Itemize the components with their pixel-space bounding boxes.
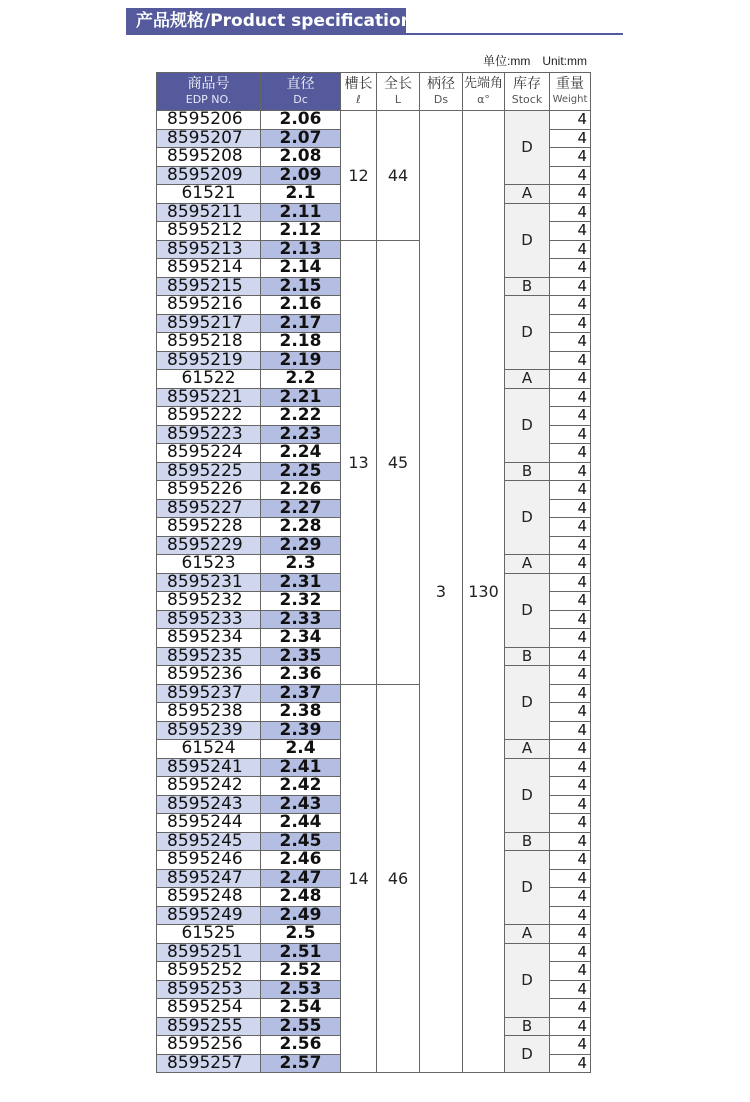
edp-cell: 8595234 [157,629,261,648]
point-angle-cell: 130 [463,111,505,1073]
diameter-cell: 2.48 [261,888,341,907]
weight-cell: 4 [550,518,591,537]
stock-cell: B [505,832,550,851]
diameter-cell: 2.19 [261,351,341,370]
edp-cell: 8595225 [157,462,261,481]
weight-cell: 4 [550,832,591,851]
shank-diameter-cell: 3 [420,111,463,1073]
stock-cell: B [505,647,550,666]
weight-cell: 4 [550,351,591,370]
edp-cell: 8595244 [157,814,261,833]
weight-cell: 4 [550,647,591,666]
edp-cell: 8595241 [157,758,261,777]
weight-cell: 4 [550,999,591,1018]
weight-cell: 4 [550,240,591,259]
edp-cell: 8595242 [157,777,261,796]
diameter-cell: 2.53 [261,980,341,999]
edp-cell: 8595207 [157,129,261,148]
weight-cell: 4 [550,851,591,870]
edp-cell: 8595227 [157,499,261,518]
header-overall-length: 全长 L [377,73,420,111]
diameter-cell: 2.57 [261,1054,341,1073]
stock-cell: D [505,388,550,462]
edp-cell: 61522 [157,370,261,389]
weight-cell: 4 [550,814,591,833]
edp-cell: 8595228 [157,518,261,537]
weight-cell: 4 [550,777,591,796]
section-title: 产品规格/Product specification [126,8,406,35]
diameter-cell: 2.55 [261,1017,341,1036]
edp-cell: 8595226 [157,481,261,500]
stock-cell: B [505,462,550,481]
diameter-cell: 2.12 [261,222,341,241]
edp-cell: 8595254 [157,999,261,1018]
diameter-cell: 2.43 [261,795,341,814]
unit-note: 单位:mm Unit:mm [483,54,587,68]
stock-cell: D [505,481,550,555]
stock-cell: A [505,370,550,389]
weight-cell: 4 [550,943,591,962]
header-weight: 重量 Weight [550,73,591,111]
diameter-cell: 2.42 [261,777,341,796]
edp-cell: 8595237 [157,684,261,703]
overall-length-cell: 45 [377,240,420,684]
diameter-cell: 2.27 [261,499,341,518]
edp-cell: 61524 [157,740,261,759]
edp-cell: 8595249 [157,906,261,925]
flute-length-cell: 13 [341,240,377,684]
header-diameter: 直径 Dc [261,73,341,111]
edp-cell: 61521 [157,185,261,204]
diameter-cell: 2.07 [261,129,341,148]
flute-length-cell: 14 [341,684,377,1073]
diameter-cell: 2.16 [261,296,341,315]
stock-cell: D [505,1036,550,1073]
edp-cell: 8595255 [157,1017,261,1036]
weight-cell: 4 [550,592,591,611]
edp-cell: 8595211 [157,203,261,222]
diameter-cell: 2.52 [261,962,341,981]
diameter-cell: 2.39 [261,721,341,740]
edp-cell: 8595256 [157,1036,261,1055]
weight-cell: 4 [550,721,591,740]
edp-cell: 8595214 [157,259,261,278]
diameter-cell: 2.17 [261,314,341,333]
overall-length-cell: 44 [377,111,420,241]
stock-cell: D [505,758,550,832]
weight-cell: 4 [550,222,591,241]
header-edp: 商品号 EDP NO. [157,73,261,111]
diameter-cell: 2.56 [261,1036,341,1055]
diameter-cell: 2.24 [261,444,341,463]
stock-cell: A [505,925,550,944]
weight-cell: 4 [550,277,591,296]
flute-length-cell: 12 [341,111,377,241]
diameter-cell: 2.5 [261,925,341,944]
weight-cell: 4 [550,296,591,315]
edp-cell: 8595246 [157,851,261,870]
edp-cell: 8595222 [157,407,261,426]
edp-cell: 8595221 [157,388,261,407]
stock-cell: D [505,943,550,1017]
edp-cell: 8595243 [157,795,261,814]
diameter-cell: 2.25 [261,462,341,481]
diameter-cell: 2.15 [261,277,341,296]
weight-cell: 4 [550,462,591,481]
edp-cell: 8595213 [157,240,261,259]
diameter-cell: 2.44 [261,814,341,833]
diameter-cell: 2.41 [261,758,341,777]
spec-table [156,72,591,1073]
diameter-cell: 2.35 [261,647,341,666]
stock-cell: A [505,555,550,574]
diameter-cell: 2.32 [261,592,341,611]
weight-cell: 4 [550,536,591,555]
edp-cell: 8595248 [157,888,261,907]
weight-cell: 4 [550,962,591,981]
diameter-cell: 2.51 [261,943,341,962]
weight-cell: 4 [550,1017,591,1036]
diameter-cell: 2.31 [261,573,341,592]
weight-cell: 4 [550,980,591,999]
weight-cell: 4 [550,444,591,463]
title-underline [126,33,623,35]
weight-cell: 4 [550,758,591,777]
diameter-cell: 2.54 [261,999,341,1018]
edp-cell: 8595253 [157,980,261,999]
edp-cell: 8595238 [157,703,261,722]
edp-cell: 8595208 [157,148,261,167]
weight-cell: 4 [550,740,591,759]
weight-cell: 4 [550,481,591,500]
edp-cell: 8595209 [157,166,261,185]
weight-cell: 4 [550,666,591,685]
edp-cell: 8595224 [157,444,261,463]
weight-cell: 4 [550,629,591,648]
edp-cell: 8595206 [157,111,261,130]
header-shank-diameter: 柄径 Ds [420,73,463,111]
edp-cell: 8595219 [157,351,261,370]
diameter-cell: 2.34 [261,629,341,648]
edp-cell: 8595247 [157,869,261,888]
stock-cell: A [505,740,550,759]
edp-cell: 8595229 [157,536,261,555]
diameter-cell: 2.22 [261,407,341,426]
diameter-cell: 2.46 [261,851,341,870]
stock-cell: A [505,185,550,204]
header-stock: 库存 Stock [505,73,550,111]
stock-cell: D [505,111,550,185]
weight-cell: 4 [550,166,591,185]
weight-cell: 4 [550,906,591,925]
weight-cell: 4 [550,425,591,444]
header-flute-length: 槽长 ℓ [341,73,377,111]
stock-cell: D [505,666,550,740]
stock-cell: D [505,203,550,277]
weight-cell: 4 [550,869,591,888]
diameter-cell: 2.4 [261,740,341,759]
diameter-cell: 2.49 [261,906,341,925]
weight-cell: 4 [550,333,591,352]
diameter-cell: 2.08 [261,148,341,167]
edp-cell: 8595252 [157,962,261,981]
diameter-cell: 2.18 [261,333,341,352]
weight-cell: 4 [550,388,591,407]
weight-cell: 4 [550,111,591,130]
weight-cell: 4 [550,499,591,518]
diameter-cell: 2.33 [261,610,341,629]
spec-table-body [157,111,591,1073]
diameter-cell: 2.37 [261,684,341,703]
edp-cell: 61523 [157,555,261,574]
weight-cell: 4 [550,703,591,722]
weight-cell: 4 [550,148,591,167]
edp-cell: 8595215 [157,277,261,296]
edp-cell: 8595236 [157,666,261,685]
edp-cell: 8595233 [157,610,261,629]
stock-cell: D [505,573,550,647]
weight-cell: 4 [550,555,591,574]
diameter-cell: 2.26 [261,481,341,500]
diameter-cell: 2.47 [261,869,341,888]
weight-cell: 4 [550,129,591,148]
diameter-cell: 2.45 [261,832,341,851]
diameter-cell: 2.28 [261,518,341,537]
edp-cell: 8595251 [157,943,261,962]
stock-cell: B [505,1017,550,1036]
overall-length-cell: 46 [377,684,420,1073]
diameter-cell: 2.23 [261,425,341,444]
diameter-cell: 2.09 [261,166,341,185]
diameter-cell: 2.3 [261,555,341,574]
diameter-cell: 2.29 [261,536,341,555]
diameter-cell: 2.36 [261,666,341,685]
edp-cell: 61525 [157,925,261,944]
weight-cell: 4 [550,1036,591,1055]
edp-cell: 8595223 [157,425,261,444]
weight-cell: 4 [550,185,591,204]
weight-cell: 4 [550,203,591,222]
diameter-cell: 2.1 [261,185,341,204]
edp-cell: 8595231 [157,573,261,592]
diameter-cell: 2.14 [261,259,341,278]
stock-cell: D [505,296,550,370]
weight-cell: 4 [550,888,591,907]
header-point-angle: 先端角 α° [463,73,505,111]
weight-cell: 4 [550,1054,591,1073]
header-row [157,73,591,111]
edp-cell: 8595212 [157,222,261,241]
diameter-cell: 2.2 [261,370,341,389]
weight-cell: 4 [550,573,591,592]
edp-cell: 8595217 [157,314,261,333]
edp-cell: 8595218 [157,333,261,352]
weight-cell: 4 [550,259,591,278]
diameter-cell: 2.21 [261,388,341,407]
weight-cell: 4 [550,370,591,389]
edp-cell: 8595232 [157,592,261,611]
diameter-cell: 2.13 [261,240,341,259]
diameter-cell: 2.06 [261,111,341,130]
diameter-cell: 2.38 [261,703,341,722]
edp-cell: 8595245 [157,832,261,851]
edp-cell: 8595235 [157,647,261,666]
weight-cell: 4 [550,407,591,426]
weight-cell: 4 [550,610,591,629]
edp-cell: 8595239 [157,721,261,740]
edp-cell: 8595257 [157,1054,261,1073]
weight-cell: 4 [550,795,591,814]
table-row [157,111,591,130]
weight-cell: 4 [550,925,591,944]
stock-cell: B [505,277,550,296]
stock-cell: D [505,851,550,925]
edp-cell: 8595216 [157,296,261,315]
weight-cell: 4 [550,314,591,333]
weight-cell: 4 [550,684,591,703]
diameter-cell: 2.11 [261,203,341,222]
